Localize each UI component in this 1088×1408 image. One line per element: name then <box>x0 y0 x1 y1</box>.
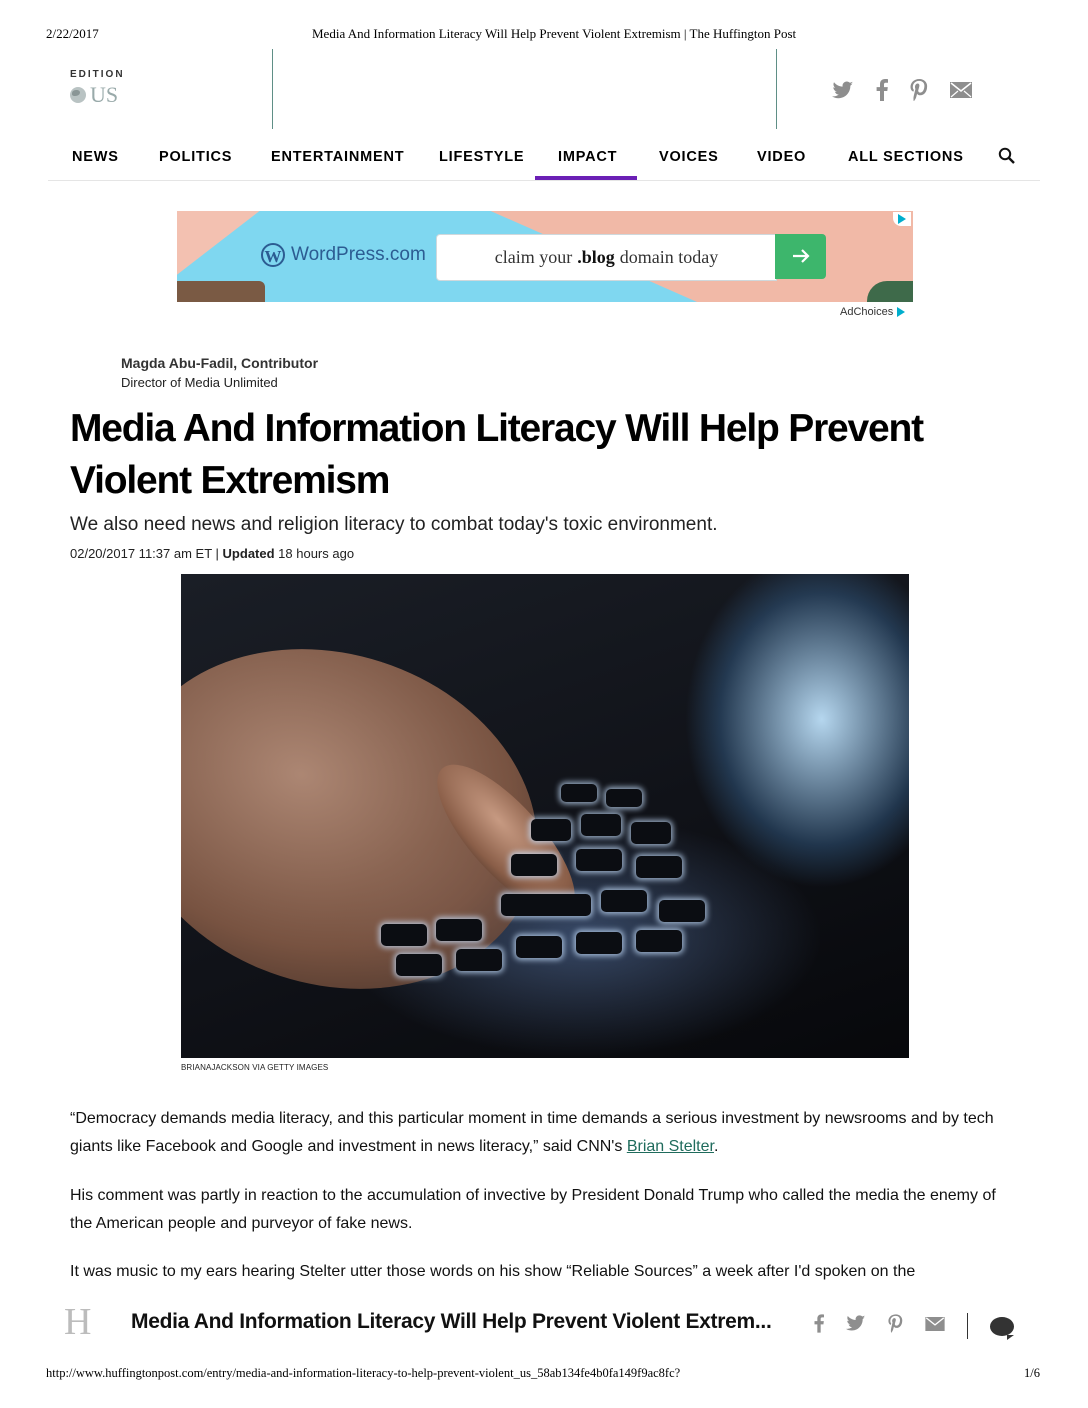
author-role: Director of Media Unlimited <box>121 375 278 390</box>
article-paragraph-2: His comment was partly in reaction to the accumulation of invective by President Donald Trump who called the media the enemy of the American people and purveyor of fake news. <box>70 1187 996 1232</box>
keyboard-key <box>501 894 591 916</box>
timestamp-separator: | <box>215 546 219 561</box>
keyboard-key <box>516 936 562 958</box>
print-document-title: Media And Information Literacy Will Help Prevent Violent Extremism | The Huffington Post <box>312 26 797 41</box>
keyboard-key <box>636 930 682 952</box>
nav-all-sections[interactable]: ALL SECTIONS <box>848 149 964 165</box>
keyboard-key <box>606 789 642 807</box>
email-icon[interactable] <box>950 82 972 98</box>
social-share-top <box>832 79 972 101</box>
published-time: 02/20/2017 11:37 am ET <box>70 546 212 561</box>
sticky-article-title: Media And Information Literacy Will Help Prevent Violent Extrem... <box>131 1310 772 1333</box>
ad-decor-wallet <box>177 281 265 302</box>
keyboard-key <box>659 900 705 922</box>
adchoices-icon <box>897 307 905 317</box>
sticky-divider <box>967 1313 968 1339</box>
edition-selector[interactable] <box>70 69 125 108</box>
edition-value: US <box>90 82 119 107</box>
keyboard-key <box>511 854 557 876</box>
print-date: 2/22/2017 <box>46 26 99 41</box>
ad-cta-suffix: domain today <box>619 247 719 267</box>
nav-entertainment[interactable]: ENTERTAINMENT <box>271 149 405 165</box>
article-headline: Media And Information Literacy Will Help Prevent Violent Extremism <box>70 407 923 502</box>
article-paragraph-1 <box>70 1105 1030 1161</box>
ad-arrow-button[interactable] <box>775 234 826 279</box>
keyboard-key <box>381 924 427 946</box>
keyboard-key <box>636 856 682 878</box>
header-divider-right <box>776 49 777 129</box>
wordpress-logo-icon: W <box>261 243 285 267</box>
nav-voices[interactable]: VOICES <box>659 149 719 165</box>
nav-politics[interactable]: POLITICS <box>159 149 233 165</box>
nav-video[interactable]: VIDEO <box>757 149 807 165</box>
header-divider-left <box>272 49 273 129</box>
facebook-icon[interactable] <box>876 79 888 101</box>
nav-divider <box>48 180 1040 181</box>
ad-banner[interactable] <box>177 211 913 302</box>
print-url: http://www.huffingtonpost.com/entry/media-and-information-literacy-to-help-prevent-violent_us_58ab134fe4b0fa149f9ac8fc? <box>46 1366 681 1380</box>
author-name[interactable]: Magda Abu-Fadil, Contributor <box>121 355 319 371</box>
ad-brand: WordPress.com <box>291 244 426 265</box>
keyboard-key <box>436 919 482 941</box>
email-icon[interactable] <box>925 1317 945 1336</box>
article-dek: We also need news and religion literacy to combat today's toxic environment. <box>70 514 718 535</box>
comment-icon[interactable] <box>990 1317 1014 1336</box>
nav-news[interactable]: NEWS <box>72 149 119 165</box>
hero-image <box>181 574 909 1058</box>
sticky-share-bar <box>0 1292 1088 1354</box>
pinterest-icon[interactable] <box>888 1314 903 1338</box>
huffpost-h-logo[interactable]: H <box>64 1301 92 1343</box>
brian-stelter-link[interactable]: Brian Stelter <box>626 1138 714 1155</box>
adchoices-corner-icon[interactable] <box>893 212 911 226</box>
print-page-number: 1/6 <box>1024 1366 1040 1380</box>
ad-cta-prefix: claim your <box>494 247 573 267</box>
nav-lifestyle[interactable]: LIFESTYLE <box>439 149 525 165</box>
updated-time: 18 hours ago <box>278 546 355 561</box>
keyboard-key <box>581 814 621 836</box>
twitter-icon[interactable] <box>832 81 854 100</box>
facebook-icon[interactable] <box>814 1314 824 1338</box>
adchoices-label: AdChoices <box>840 306 894 318</box>
keyboard-key <box>576 932 622 954</box>
image-credit: BRIANAJACKSON VIA GETTY IMAGES <box>181 1063 329 1072</box>
keyboard-key <box>531 819 571 841</box>
adchoices-link[interactable] <box>840 306 905 318</box>
keyboard-key <box>396 954 442 976</box>
twitter-icon[interactable] <box>846 1315 866 1337</box>
edition-label: EDITION <box>70 69 125 80</box>
updated-label: Updated <box>222 546 275 561</box>
nav-impact[interactable]: IMPACT <box>558 149 618 165</box>
keyboard-key <box>601 890 647 912</box>
keyboard-key <box>576 849 622 871</box>
paragraph-1-text: “Democracy demands media literacy, and this particular moment in time demands a serious investment by newsrooms and by tech giants like Facebook and Google and investment in news literacy,” said CNN's <box>70 1110 994 1155</box>
ad-domain-input[interactable] <box>436 234 777 281</box>
ad-cta-bold: .blog <box>577 247 615 267</box>
search-icon[interactable] <box>998 147 1016 183</box>
keyboard-key <box>631 822 671 844</box>
arrow-right-icon <box>792 244 810 270</box>
article-timestamp <box>70 546 354 561</box>
globe-icon <box>70 87 86 103</box>
article-paragraph-3: It was music to my ears hearing Stelter utter those words on his show “Reliable Sources” a week after I'd spoken on the <box>70 1263 916 1280</box>
paragraph-1-end: . <box>713 1138 719 1155</box>
keyboard-key <box>456 949 502 971</box>
pinterest-icon[interactable] <box>910 79 928 101</box>
keyboard-key <box>561 784 597 802</box>
ad-decor-plant <box>867 281 913 302</box>
